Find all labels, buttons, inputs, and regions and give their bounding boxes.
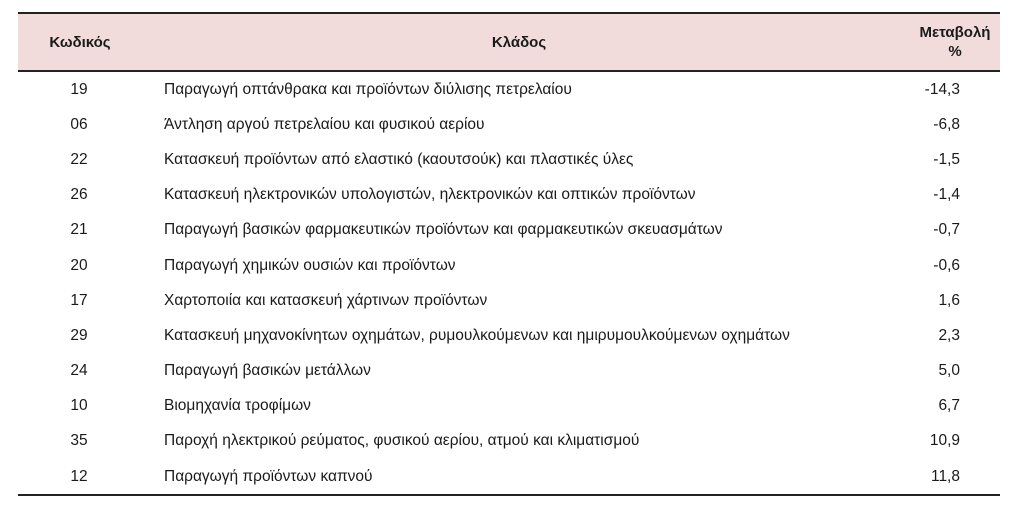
table-row: [18, 283, 1000, 318]
row-sector: Παραγωγή βασικών φαρμακευτικών προϊόντων και φαρμακευτικών σκευασμάτων: [164, 221, 723, 239]
table-body: [18, 71, 1000, 495]
row-sector: Άντληση αργού πετρελαίου και φυσικού αερίου: [164, 115, 485, 133]
table-row: [18, 389, 1000, 424]
row-change: 10,9: [929, 432, 960, 450]
table-row: [18, 354, 1000, 389]
row-code: 35: [70, 432, 88, 450]
row-change: -0,7: [933, 221, 960, 239]
row-sector: Κατασκευή προϊόντων από ελαστικό (καουτσούκ) και πλαστικές ύλες: [164, 150, 634, 168]
header-sector: Κλάδος: [142, 13, 896, 71]
row-code: 26: [70, 186, 88, 204]
row-change: 6,7: [938, 397, 960, 415]
table-row: [18, 318, 1000, 353]
row-sector: Παραγωγή χημικών ουσιών και προϊόντων: [164, 256, 456, 274]
row-change: -1,4: [933, 186, 960, 204]
table-row: [18, 142, 1000, 177]
row-code: 21: [70, 221, 88, 239]
row-change: 11,8: [896, 459, 1000, 495]
row-sector: Κατασκευή ηλεκτρονικών υπολογιστών, ηλεκτρονικών και οπτικών προϊόντων: [164, 186, 696, 204]
row-sector: Παραγωγή προϊόντων καπνού: [142, 459, 896, 495]
row-sector: Κατασκευή μηχανοκίνητων οχημάτων, ρυμουλκούμενων και ημιρυμουλκούμενων οχημάτων: [164, 326, 790, 344]
table-row: [18, 424, 1000, 459]
sector-change-table-container: [18, 12, 1000, 496]
row-change: 1,6: [938, 291, 960, 309]
row-sector: Παραγωγή οπτάνθρακα και προϊόντων διύλισης πετρελαίου: [164, 80, 572, 98]
header-change-line2: %: [948, 43, 962, 60]
row-sector: Χαρτοποιία και κατασκευή χάρτινων προϊόντων: [164, 291, 488, 309]
row-code: 06: [70, 115, 88, 133]
row-change: -6,8: [933, 115, 960, 133]
row-sector: Βιομηχανία τροφίμων: [164, 397, 311, 415]
row-change: -0,6: [933, 256, 960, 274]
row-code: 29: [70, 326, 88, 344]
row-change: -1,5: [933, 150, 960, 168]
header-change-line1: Μεταβολή: [919, 24, 991, 41]
row-sector: Παραγωγή βασικών μετάλλων: [164, 362, 371, 380]
row-code: 22: [70, 150, 88, 168]
table-row: [18, 178, 1000, 213]
table-row: [18, 459, 1000, 495]
row-code: 12: [18, 459, 142, 495]
header-row: [18, 13, 1000, 71]
sector-change-table: [18, 12, 1000, 496]
row-code: 19: [70, 80, 88, 98]
row-change: 2,3: [938, 326, 960, 344]
table-row: [18, 248, 1000, 283]
row-code: 20: [70, 256, 88, 274]
row-change: -14,3: [924, 80, 960, 98]
table-row: [18, 107, 1000, 142]
row-sector: Παροχή ηλεκτρικού ρεύματος, φυσικού αερίου, ατμού και κλιματισμού: [164, 432, 640, 450]
table-header: [18, 13, 1000, 71]
row-change: 5,0: [938, 362, 960, 380]
row-code: 10: [70, 397, 88, 415]
table-row: [18, 213, 1000, 248]
header-code: Κωδικός: [18, 13, 142, 71]
header-change: [896, 13, 1000, 71]
table-row: [18, 71, 1000, 107]
row-code: 17: [70, 291, 88, 309]
row-code: 24: [70, 362, 88, 380]
